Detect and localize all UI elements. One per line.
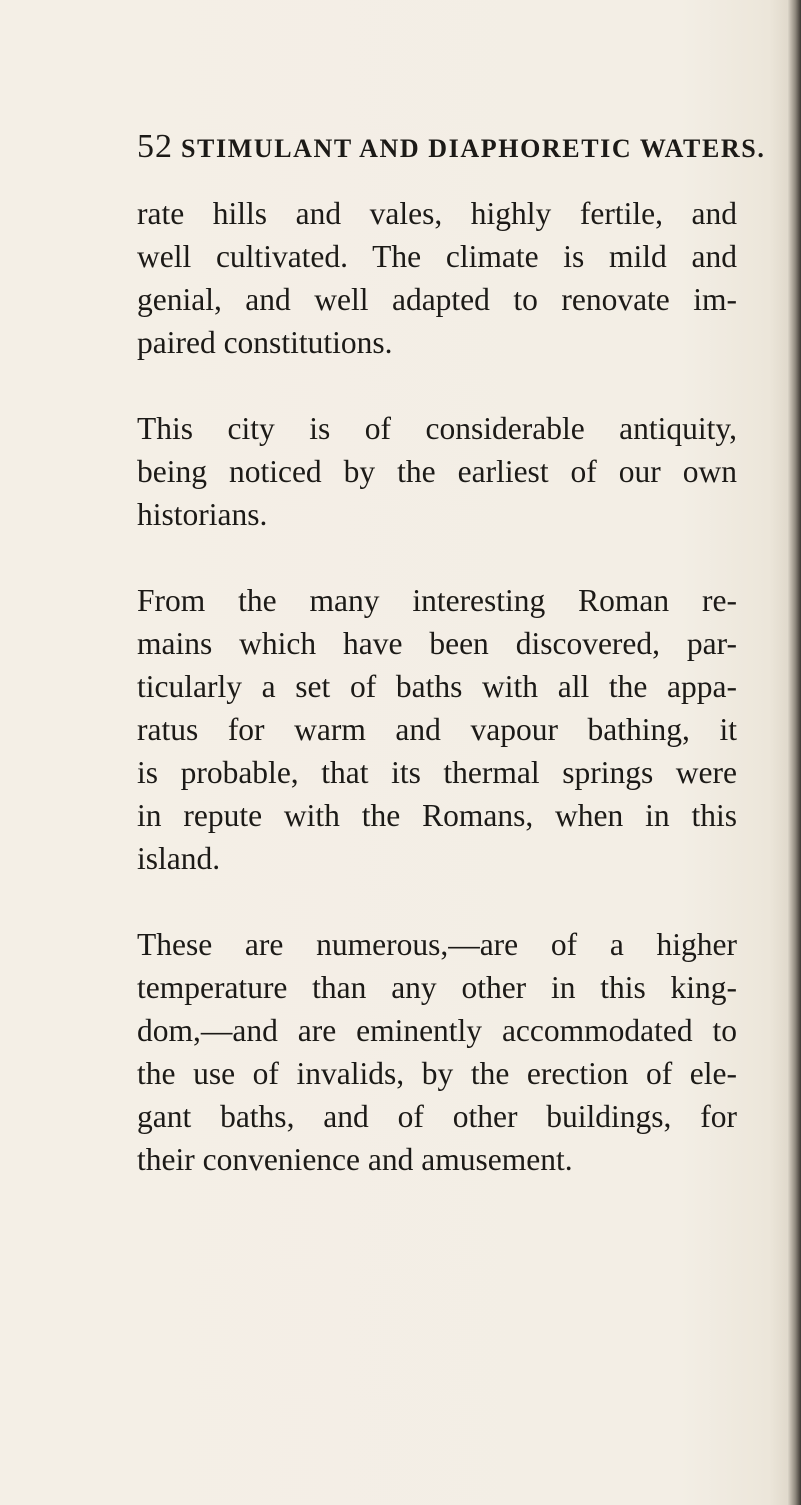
paragraph-4 xyxy=(137,923,737,1181)
text-line: being noticed by the earliest of our own xyxy=(137,454,737,489)
text-line: temperature than any other in this king- xyxy=(137,970,737,1005)
text-line: This city is of considerable antiquity, xyxy=(137,411,737,446)
text-line: island. xyxy=(137,841,221,876)
running-head xyxy=(137,130,777,164)
paragraph-3 xyxy=(137,579,737,880)
body-text xyxy=(137,192,737,1224)
text-line: ratus for warm and vapour bathing, it xyxy=(137,712,737,747)
text-line: rate hills and vales, highly fertile, and xyxy=(137,196,737,231)
text-line: is probable, that its thermal springs were xyxy=(137,755,737,790)
text-line: dom,—and are eminently accommodated to xyxy=(137,1013,737,1048)
text-line: the use of invalids, by the erection of ele- xyxy=(137,1056,737,1091)
text-line: in repute with the Romans, when in this xyxy=(137,798,737,833)
text-line: These are numerous,—are of a higher xyxy=(137,927,737,962)
paragraph-2 xyxy=(137,407,737,536)
text-line: From the many interesting Roman re- xyxy=(137,583,737,618)
page-edge-shadow xyxy=(787,0,801,1505)
text-line: gant baths, and of other buildings, for xyxy=(137,1099,737,1134)
text-line: well cultivated. The climate is mild and xyxy=(137,239,737,274)
text-line: mains which have been discovered, par- xyxy=(137,626,737,661)
running-title: STIMULANT AND DIAPHORETIC WATERS. xyxy=(181,134,766,163)
paragraph-1 xyxy=(137,192,737,364)
text-line: their convenience and amusement. xyxy=(137,1142,573,1177)
text-line: historians. xyxy=(137,497,268,532)
text-line: genial, and well adapted to renovate im- xyxy=(137,282,737,317)
text-line: paired constitutions. xyxy=(137,325,393,360)
page-number: 52 xyxy=(137,128,173,165)
text-line: ticularly a set of baths with all the appa- xyxy=(137,669,737,704)
